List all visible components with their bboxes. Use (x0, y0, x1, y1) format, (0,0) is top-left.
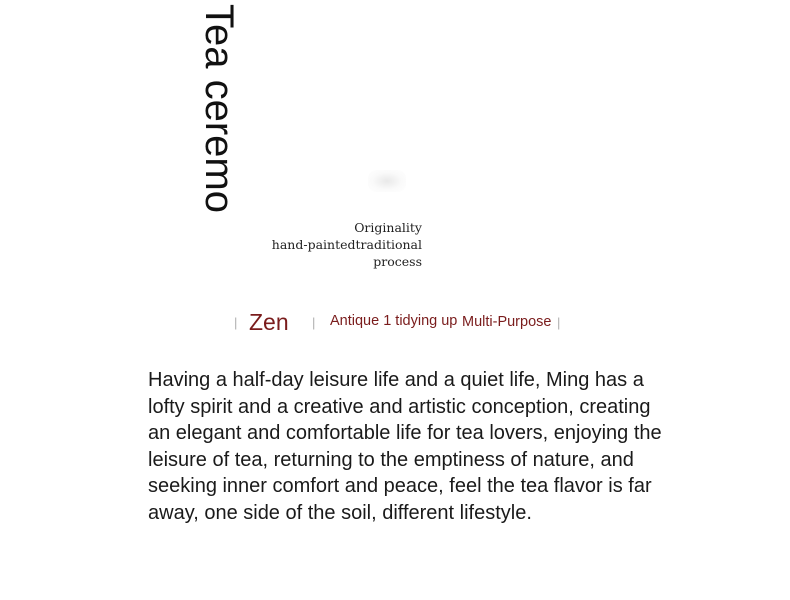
vertical-title-container (196, 4, 242, 216)
feature-tags-row (0, 306, 790, 338)
tag-multi-purpose: Multi-Purpose (462, 314, 552, 330)
tag-zen: Zen (249, 309, 289, 335)
page-title-vertical: Tea ceremo (197, 4, 241, 213)
tag-divider: | (557, 315, 561, 330)
tag-divider: | (234, 315, 238, 330)
description-paragraph: Having a half-day leisure life and a quiet life, Ming has a lofty spirit and a creative and artistic conception, creating an elegant and comfortable life for tea lovers, enjoying the leisure of tea, returning to the emptiness of nature, and seeking inner comfort and peace, feel the tea flavor is far away, one side of the soil, different lifestyle. (148, 369, 662, 524)
origin-caption-line-2: hand-paintedtraditional (271, 237, 422, 252)
origin-caption-line-3: process (373, 254, 422, 269)
tag-divider: | (312, 315, 316, 330)
origin-caption (250, 219, 422, 270)
tag-antique-tidying: Antique 1 tidying up (330, 313, 458, 329)
faint-decorative-mark (368, 170, 406, 192)
origin-caption-line-1: Originality (354, 220, 422, 235)
